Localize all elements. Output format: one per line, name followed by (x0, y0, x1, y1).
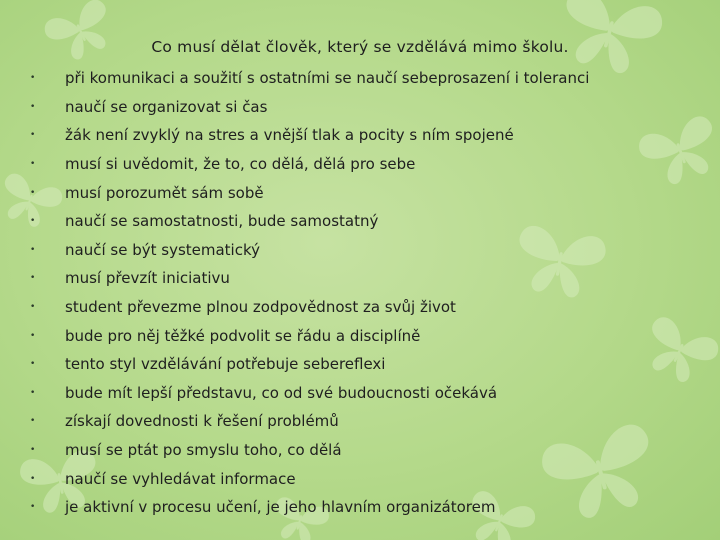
bullet-list (0, 64, 720, 522)
list-item (0, 236, 720, 265)
list-item-text: získají dovednosti k řešení problémů (65, 412, 339, 431)
list-item (0, 436, 720, 465)
list-item-text: tento styl vzdělávání potřebuje sebereflexi (65, 355, 386, 374)
bullet-icon: • (30, 359, 36, 370)
list-item-text: naučí se organizovat si čas (65, 97, 268, 116)
butterfly-icon (41, 0, 121, 68)
list-item (0, 379, 720, 408)
list-item (0, 178, 720, 207)
list-item (0, 321, 720, 350)
list-item (0, 64, 720, 93)
list-item-text: naučí se být systematický (65, 240, 260, 259)
list-item-text: při komunikaci a soužití s ostatními se naučí sebeprosazení i toleranci (65, 69, 590, 88)
bullet-icon: • (30, 187, 36, 198)
list-item-text: naučí se samostatnosti, bude samostatný (65, 212, 379, 231)
list-item-text: bude mít lepší představu, co od své budoucnosti očekává (65, 383, 498, 402)
list-item-text: je aktivní v procesu učení, je jeho hlavním organizátorem (65, 498, 496, 517)
list-item (0, 264, 720, 293)
bullet-icon: • (30, 273, 36, 284)
bullet-icon: • (30, 387, 36, 398)
list-item (0, 407, 720, 436)
list-item-text: bude pro něj těžké podvolit se řádu a disciplíně (65, 326, 421, 345)
list-item (0, 293, 720, 322)
bullet-icon: • (30, 473, 36, 484)
list-item-text: musí se ptát po smyslu toho, co dělá (65, 441, 342, 460)
bullet-icon: • (30, 73, 36, 84)
bullet-icon: • (30, 159, 36, 170)
bullet-icon: • (30, 445, 36, 456)
list-item-text: žák není zvyklý na stres a vnější tlak a pocity s ním spojené (65, 126, 514, 145)
bullet-icon: • (30, 302, 36, 313)
list-item-text: musí převzít iniciativu (65, 269, 230, 288)
bullet-icon: • (30, 416, 36, 427)
bullet-icon: • (30, 244, 36, 255)
list-item (0, 493, 720, 522)
list-item (0, 150, 720, 179)
list-item-text: naučí se vyhledávat informace (65, 469, 296, 488)
list-item-text: musí si uvědomit, že to, co dělá, dělá pro sebe (65, 155, 416, 174)
bullet-icon: • (30, 330, 36, 341)
list-item (0, 207, 720, 236)
bullet-icon: • (30, 101, 36, 112)
slide-title: Co musí dělat člověk, který se vzdělává mimo školu. (151, 38, 569, 56)
bullet-icon: • (30, 216, 36, 227)
list-item (0, 464, 720, 493)
list-item-text: student převezme plnou zodpovědnost za svůj život (65, 298, 456, 317)
bullet-icon: • (30, 502, 36, 513)
list-item (0, 93, 720, 122)
bullet-icon: • (30, 130, 36, 141)
list-item-text: musí porozumět sám sobě (65, 183, 264, 202)
list-item (0, 121, 720, 150)
list-item (0, 350, 720, 379)
